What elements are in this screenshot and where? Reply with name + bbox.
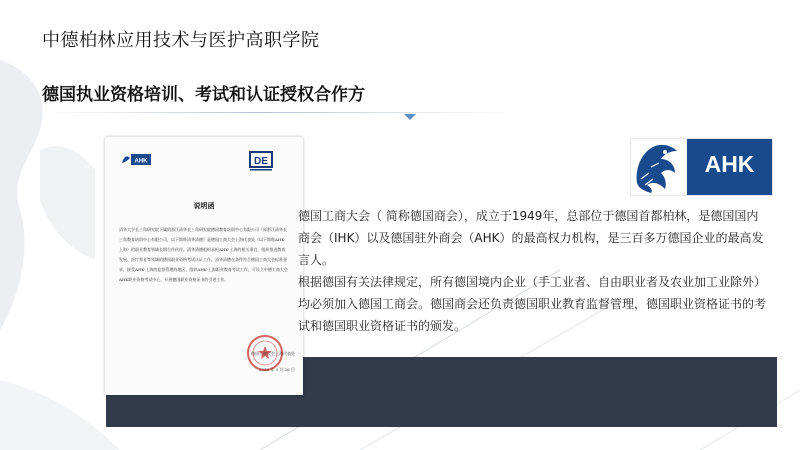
letter-heading: 说明函 xyxy=(193,201,215,210)
title-arrow-icon xyxy=(404,114,416,120)
description-paragraph-1: 德国工商大会（ 简称德国商会），成立于1949年，总部位于德国首都柏林，是德国国内商会（IHK）以及德国驻外商会（AHK）的最高权力机构，是三百多万德国企业的最高发言人。 xyxy=(298,209,764,267)
ahk-small-logo xyxy=(121,153,151,166)
dragon-icon xyxy=(631,139,687,195)
explanation-letter xyxy=(105,137,303,395)
page-header-title: 中德柏林应用技术与医护高职学院 xyxy=(42,30,320,51)
letter-signature: 德国工商大会上海代表处 xyxy=(251,351,295,356)
svg-text:DE: DE xyxy=(254,156,268,167)
description-paragraph-2: 根据德国有关法律规定，所有德国境内企业（手工业者、自由职业者及农业加工业除外）均必须加入德国工商会。德国商会还负责德国职业教育监督管理，德国职业资格证书的考试和德国职业资格证书的颁发。 xyxy=(298,275,767,333)
svg-text:AHK: AHK xyxy=(134,158,148,165)
de-logo xyxy=(248,150,276,172)
ahk-logo-block xyxy=(687,139,772,195)
chamber-description xyxy=(298,205,770,337)
ahk-logo-text: AHK xyxy=(704,151,755,177)
ahk-logo xyxy=(630,138,773,196)
letter-date: 2018 年 3 月 26 日 xyxy=(258,367,295,372)
section-title: 德国执业资格培训、考试和认证授权合作方 xyxy=(42,85,365,105)
letter-body: 清华大学长三角研究院下属的浙江清华长三角研究院德国教育培训中心有限公司（原浙江清华长三角教育培训中心有限公司，以下简称清华清德）是德国工商大会上海代表处（以下简称AHK-上海）的职业教育领域长期合作伙伴。清华清德组织承担AHK-上海的相关事宜，组织推进教育发展、医疗养老等领域的德国职业资格考试认证工作。清华清德在条件符合德国工商大会标准要求，接受AHK-上海的监督管理的地区，组织AHK-上海职业教育考试工作，可设立中德工商大会AHK职业资格考试中心，开展德国职业资格证书的引进工作。 xyxy=(119,227,288,282)
title-divider xyxy=(42,112,522,113)
